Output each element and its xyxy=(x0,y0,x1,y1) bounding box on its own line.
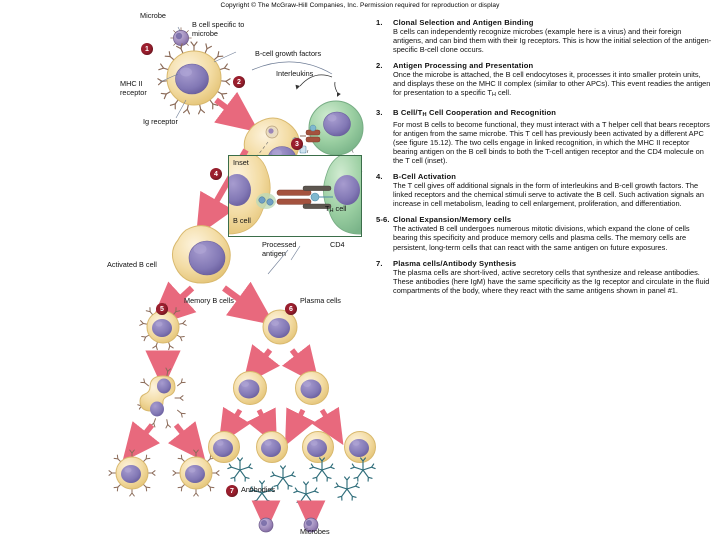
step-5-6 xyxy=(376,215,712,251)
step-5-6-body: The activated B cell undergoes numerous mitotic divisions, which expand the clone of cells bearing this specificity and produce memory cells and plasma cells. The memory cells are persistent, long-term cells that can react with the same antigen on future exposures. xyxy=(393,224,690,252)
step-2-heading xyxy=(376,61,712,70)
label-microbe: Microbe xyxy=(140,11,166,20)
step-2-body xyxy=(393,70,712,100)
step-2-body-subscript: H xyxy=(491,92,496,99)
label-plasma-cells: Plasma cells xyxy=(300,296,341,305)
label-interleukins: Interleukins xyxy=(276,69,314,78)
step-1-title: Clonal Selection and Antigen Binding xyxy=(393,18,534,27)
label-processed-antigen: Processed antigen xyxy=(262,240,297,258)
step-2-number: 2. xyxy=(376,61,383,71)
step-badge-5: 5 xyxy=(156,303,168,315)
label-b-cell-specific: B cell specific to microbe xyxy=(192,20,245,38)
label-microbes: Microbes xyxy=(300,527,330,536)
step-4-title: B-Cell Activation xyxy=(393,172,457,182)
step-1 xyxy=(376,18,712,54)
step-2 xyxy=(376,61,712,100)
step-2-body-post: cell. xyxy=(495,88,512,98)
step-7-number: 7. xyxy=(376,258,383,268)
step-7-body: The plasma cells are short-lived, active secretory cells that synthesize and release antibodies. These antibodies (here IgM) have the same specificity as the Ig receptor and circulate in the fluid compartments of the body, where they react with the same antigens shown in panel #1. xyxy=(393,267,710,295)
label-growth-factors: B-cell growth factors xyxy=(255,49,322,58)
step-7-title: Plasma cells/Antibody Synthesis xyxy=(393,258,517,268)
step-badge-2: 2 xyxy=(233,76,245,88)
step-4-heading xyxy=(376,172,712,181)
label-memory-b-cells: Memory B cells xyxy=(184,296,234,305)
step-1-heading xyxy=(376,18,712,27)
step-5-6-heading xyxy=(376,215,712,224)
label-inset-b-cell: B cell xyxy=(233,216,251,225)
label-inset: Inset xyxy=(233,158,249,167)
step-badge-6: 6 xyxy=(285,303,297,315)
step-3-title: B Cell/TH Cell Cooperation and Recognition xyxy=(393,107,557,118)
step-3-number: 3. xyxy=(376,107,383,117)
step-badge-4: 4 xyxy=(210,168,222,180)
step-1-body: B cells can independently recognize microbes (example here is a virus) and their foreign antigens, and can bind them with their Ig receptors. This is how the initial selection of the antigen-specific B-cell clone occurs. xyxy=(393,27,712,55)
step-5-6-number: 5-6. xyxy=(376,215,390,225)
step-7 xyxy=(376,259,712,295)
step-7-heading xyxy=(376,259,712,268)
label-ig-receptor: Ig receptor xyxy=(143,117,178,126)
step-badge-7: 7 xyxy=(226,485,238,497)
step-3 xyxy=(376,108,712,165)
label-mhc-ii-receptor: MHC II receptor xyxy=(120,79,147,97)
step-badge-3: 3 xyxy=(291,138,303,150)
step-3-heading xyxy=(376,108,712,120)
step-4 xyxy=(376,172,712,208)
step-1-number: 1. xyxy=(376,18,383,27)
step-2-body-pre: Once the microbe is attached, the B cell endocytoses it, processes it into smaller protein units, and displays these on the MHC II complex (similar to other APCs). This event readies the antigen for presentation to a specific T xyxy=(393,70,711,98)
step-badge-1: 1 xyxy=(141,43,153,55)
label-cd4: CD4 xyxy=(330,240,345,249)
step-2-title: Antigen Processing and Presentation xyxy=(393,61,534,71)
label-activated-b-cell: Activated B cell xyxy=(107,260,157,269)
copyright-notice: Copyright © The McGraw-Hill Companies, Inc. Permission required for reproduction or display xyxy=(220,2,500,9)
step-4-body: The T cell gives off additional signals in the form of interleukins and B-cell growth factors. The linked receptors and the chemical stimuli serve to activate the B cell. Such activation signals an increase in cell metabolism, leading to cell enlargement, proliferation, and differentiation. xyxy=(393,181,704,209)
step-3-body: For most B cells to become functional, they must interact with a T helper cell that bears receptors for antigen from the same microbe. This T cell has previously been activated by a different APC (see figure 15.12). The two cells engage in linked recognition, in which the MHC II receptor bearing antigen on the B cell binds to both the T-cell antigen receptor and the CD4 molecule on the T cell (inset). xyxy=(393,119,710,165)
label-inset-t-cell: TH cell xyxy=(325,204,347,214)
step-5-6-title: Clonal Expansion/Memory cells xyxy=(393,215,512,225)
step-4-number: 4. xyxy=(376,172,383,182)
label-antibodies: Antibodies xyxy=(241,485,276,494)
step-descriptions xyxy=(376,18,712,302)
